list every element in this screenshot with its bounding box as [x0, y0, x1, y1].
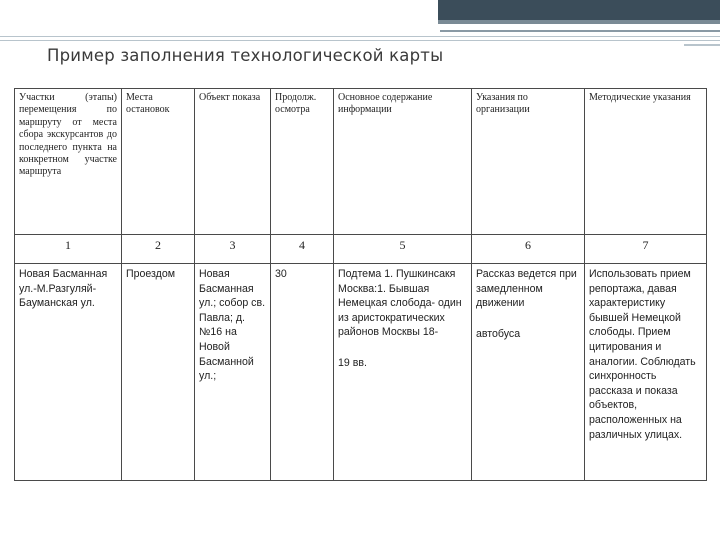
cell-organization: [472, 264, 585, 481]
tech-map-table: [14, 88, 707, 481]
header-band-edge: [438, 20, 720, 24]
cell-object: Новая Басманная ул.; собор св. Павла; д. №16 на Новой Басманной ул.;: [195, 264, 271, 481]
column-number: 5: [334, 235, 472, 264]
cell-organization-text: Рассказ ведется при замедленном движении: [476, 268, 577, 310]
decor-rule: [440, 30, 720, 32]
header-cell-duration: Продолж. осмотра: [271, 89, 334, 235]
column-number: 7: [585, 235, 707, 264]
column-number: 6: [472, 235, 585, 264]
cell-stops: Проездом: [122, 264, 195, 481]
header-cell-organization: Указания по организации: [472, 89, 585, 235]
header-cell-stops: Места остановок: [122, 89, 195, 235]
column-number: 3: [195, 235, 271, 264]
column-number: 4: [271, 235, 334, 264]
header-cell-methodical: Методические указания: [585, 89, 707, 235]
page-title: Пример заполнения технологической карты: [47, 46, 444, 65]
cell-organization-text-continued: автобуса: [476, 327, 521, 340]
number-row: [15, 235, 707, 264]
cell-gap: [476, 311, 580, 327]
decor-rule: [0, 36, 720, 37]
table-row: [15, 264, 707, 481]
decor-rule: [0, 40, 720, 41]
header-cell-content: Основное содержание информации: [334, 89, 472, 235]
cell-content: [334, 264, 472, 481]
column-number: 2: [122, 235, 195, 264]
header-row: [15, 89, 707, 235]
cell-route: Новая Басманная ул.-М.Разгуляй-Бауманская ул.: [15, 264, 122, 481]
column-number: 1: [15, 235, 122, 264]
header-decoration: [0, 0, 720, 30]
decor-rule: [684, 44, 720, 46]
cell-content-text-continued: 19 вв.: [338, 356, 367, 369]
cell-methodical: Использовать прием репортажа, давая характеристику бывшей Немецкой слободы. Прием цитирования и аналогии. Соблюдать синхронность рассказа и показа объектов, расположенных на различных улицах.: [585, 264, 707, 481]
cell-gap: [338, 340, 467, 356]
header-cell-route: Участки (этапы) перемещения по маршруту от места сбора экскурсантов до последнего пункта на конкретном участке маршрута: [15, 89, 122, 235]
header-cell-object: Объект показа: [195, 89, 271, 235]
cell-content-text: Подтема 1. Пушкинсакя Москва:1. Бывшая Немецкая слобода- один из аристократических районов Москвы 18-: [338, 268, 462, 339]
cell-duration: 30: [271, 264, 334, 481]
